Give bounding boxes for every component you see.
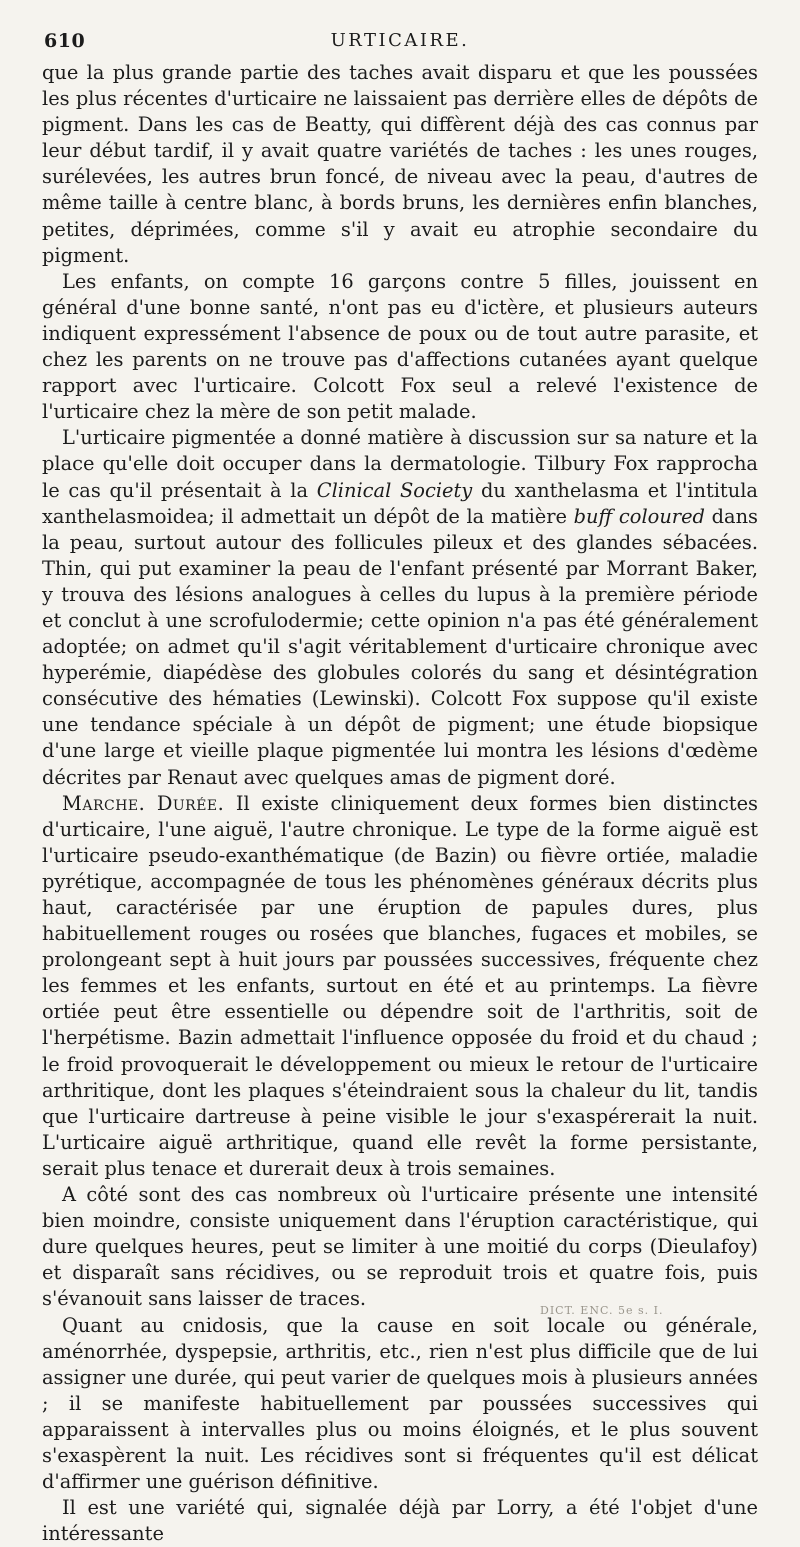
section-heading-duree: Durée. bbox=[156, 791, 225, 815]
paragraph-3-text-c: dans la peau, surtout autour des follicules pileux et des glandes sébacées. Thin, qui put examiner la peau de l'enfant présenté par Morrant Baker, y trouva des lésions analogues à celles du lupus à la première période et conclut à une scrofulodermie; cette opinion n'a pas été généralement adoptée; on admet qu'il s'agit véritablement d'urticaire chronique avec hyperémie, diapédèse des globules colorés du sang et désintégration consécutive des hématies (Lewinski). Colcott Fox suppose qu'il existe une tendance spéciale à un dépôt de pigment; une étude biopsique d'une large et vieille plaque pigmentée lui montra les lésions d'œdème décrites par Renaut avec quelques amas de pigment doré. bbox=[42, 504, 759, 789]
paragraph-6: Quant au cnidosis, que la cause en soit locale ou générale, aménorrhée, dyspepsie, arthritis, etc., rien n'est plus difficile que de lui assigner une durée, qui peut varier de quelques mois à plusieurs années ; il se manifeste habituellement par poussées successives qui apparaissent à intervalles plus ou moins éloignés, et le plus souvent s'exaspèrent la nuit. Les récidives sont si fréquentes qu'il est délicat d'affirmer une guérison définitive. bbox=[42, 1313, 758, 1494]
paragraph-2: Les enfants, on compte 16 garçons contre 5 filles, jouissent en général d'une bonne santé, n'ont pas eu d'ictère, et plusieurs auteurs indiquent expressément l'absence de poux ou de tout autre parasite, et chez les parents on ne trouve pas d'affections cutanées ayant quelque rapport avec l'urticaire. Colcott Fox seul a relevé l'existence de l'urticaire chez la mère de son petit malade. bbox=[42, 269, 758, 424]
running-title: URTICAIRE. bbox=[330, 30, 470, 51]
paragraph-3 bbox=[42, 425, 758, 790]
section-heading-marche: Marche. bbox=[62, 791, 146, 815]
italic-buff-coloured: buff coloured bbox=[573, 504, 705, 528]
page-number: 610 bbox=[44, 30, 86, 52]
page-header bbox=[44, 30, 756, 60]
paragraph-4 bbox=[42, 791, 758, 1182]
italic-clinical-society: Clinical Society bbox=[316, 478, 473, 502]
printer-signature: DICT. ENC. 5e s. I. bbox=[540, 1304, 664, 1317]
paragraph-5: A côté sont des cas nombreux où l'urticaire présente une intensité bien moindre, consiste uniquement dans l'éruption caractéristique, qui dure quelques heures, peut se limiter à une moitié du corps (Dieulafoy) et disparaît sans récidives, ou se reproduit trois et quatre fois, puis s'évanouit sans laisser de traces. bbox=[42, 1183, 758, 1311]
body-text bbox=[42, 60, 758, 1547]
paragraph-4-text: Il existe cliniquement deux formes bien distinctes d'urticaire, l'une aiguë, l'autre chronique. Le type de la forme aiguë est l'urticaire pseudo-exanthématique (de Bazin) ou fièvre ortiée, maladie pyrétique, accompagnée de tous les phénomènes généraux décrits plus haut, caractérisée par une éruption de papules dures, plus habituellement rouges ou rosées que blanches, fugaces et mobiles, se prolongeant sept à huit jours par poussées successives, fréquente chez les femmes et les enfants, surtout en été et au printemps. La fièvre ortiée peut être essentielle ou dépendre soit de l'arthritis, soit de l'herpétisme. Bazin admettait l'influence opposée du froid et du chaud ; le froid provoquerait le développement ou mieux le retour de l'urticaire arthritique, dont les plaques s'éteindraient sous la chaleur du lit, tandis que l'urticaire dartreuse à peine visible le jour s'exaspérerait la nuit. L'urticaire aiguë arthritique, quand elle revêt la forme persistante, serait plus tenace et durerait deux à trois semaines. bbox=[42, 791, 758, 1180]
paragraph-3-text-b: du xanthelasma et l'intitula xanthelasmoidea; il admettait un dépôt de la matière bbox=[42, 478, 758, 528]
paragraph-7: Il est une variété qui, signalée déjà par Lorry, a été l'objet d'une intéressante bbox=[42, 1496, 758, 1546]
paragraph-1: que la plus grande partie des taches avait disparu et que les poussées les plus récentes d'urticaire ne laissaient pas derrière elles de dépôts de pigment. Dans les cas de Beatty, qui diffèrent déjà des cas connus par leur début tardif, il y avait quatre variétés de taches : les unes rouges, surélevées, les autres brun foncé, de niveau avec la peau, d'autres de même taille à centre blanc, à bords bruns, les dernières enfin blanches, petites, déprimées, comme s'il y avait eu atrophie secondaire du pigment. bbox=[42, 61, 758, 267]
paragraph-3-text-a: L'urticaire pigmentée a donné matière à discussion sur sa nature et la place qu'elle doit occuper dans la dermatologie. Tilbury Fox rapprocha le cas qu'il présentait à la bbox=[42, 426, 758, 502]
